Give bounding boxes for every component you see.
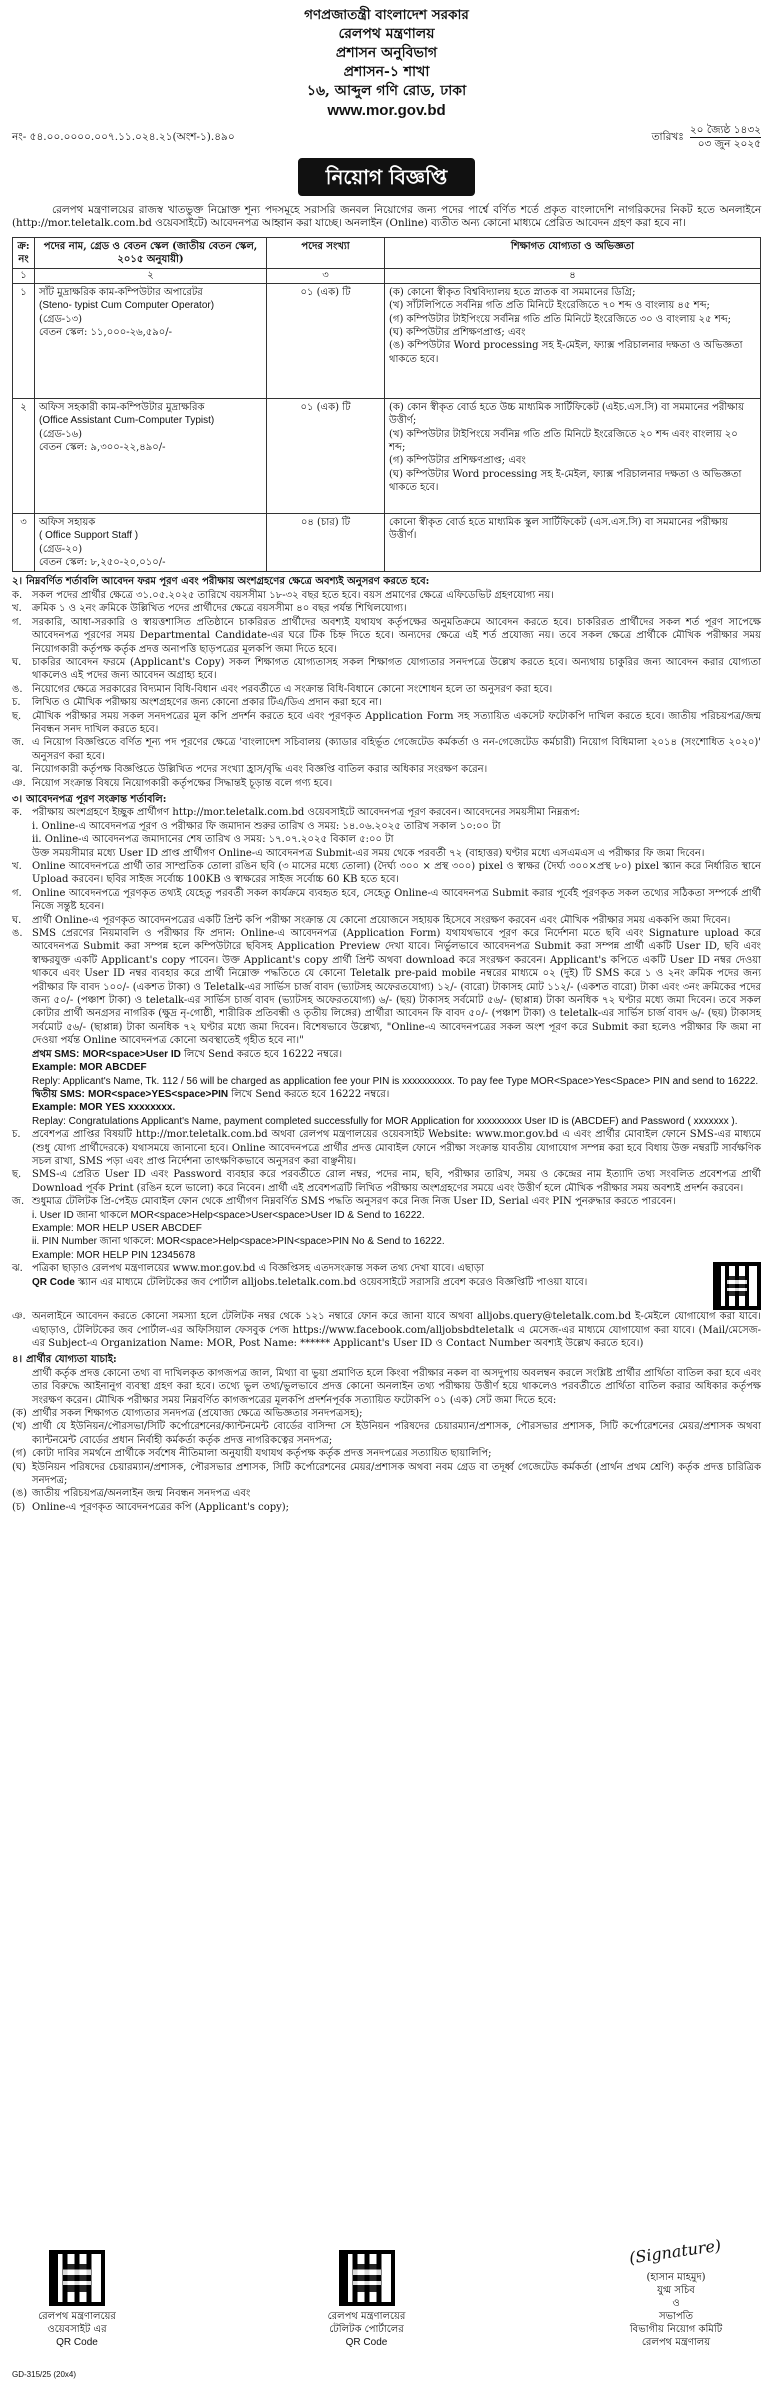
branch-name: প্রশাসন-১ শাখা (343, 64, 430, 80)
signatory-line: বিভাগীয় নিয়োগ কমিটি (629, 2324, 723, 2335)
item-key: ঘ. (12, 914, 22, 926)
item-text: স্ক্যান এর মাধ্যমে টেলিটকের জব পোর্টাল alljobs.teletalk.com.bd ওয়েবসাইটে সরাসরি প্রবেশ করেও বিজ্ঞপ্তিটি পাওয়া যাবে। (77, 1276, 588, 1288)
sms-first (12, 1048, 761, 1061)
post-grade: (গ্রেড-১৩) (39, 313, 83, 325)
signatory-line: সভাপতি (658, 2311, 694, 2322)
item-key: (গ) (12, 1448, 27, 1460)
qualification-line: (ঘ) কম্পিউটার প্রশিক্ষণপ্রাপ্ত; এবং (389, 327, 526, 339)
item-text: অনলাইনে আবেদন করতে কোনো সমস্যা হলে টেলিটক নম্বর থেকে ১২১ নম্বারে ফোন করে জানা যাবে অথবা alljobs.query@teletalk.com.bd ই-মেইলে যোগাযোগ করা যাবে। এছাড়াও, টেলিটকের জব পোর্টাল-এর অফিসিয়াল ফেসবুক পেজ https://www.facebook.com/alljobsbdteletalk এ মেসেজ-এর মাধ্যমে যোগাযোগ করা যাবে। (Mail/মেসেজ-এর Subject-এ Organization Name: MOR, Post Name: ****** Applicant's User ID ও Contact Number অবশ্যই উল্লেখ করতে হবে।) (32, 1311, 761, 1349)
website[interactable]: www.mor.gov.bd (327, 102, 446, 119)
print-code: GD-315/25 (20x4) (12, 2369, 77, 2379)
header (12, 6, 761, 120)
item-key: গ. (12, 616, 22, 628)
row-post (35, 283, 267, 398)
section-number: ৩। (12, 793, 23, 805)
item-text: SMS প্রেরণের নিয়মাবলি ও পরীক্ষার ফি প্রদান: Online-এ আবেদনপত্র (Application Form) যথাযথভাবে পূরণ করে নির্দেশনা মতে ছবি এবং Signature upload করে আবেদনপত্র Submit করা সম্পন্ন হলে কম্পিউটারে ছবিসহ Application Preview দেখা যাবে। নির্ভুলভাবে আবেদনপত্র Submit করা সম্পন্ন প্রার্থী একটি User ID, ছবি এবং স্বাক্ষরযুক্ত একটি Applicant's copy পাবেন। উক্ত Applicant's copy প্রার্থী প্রিন্ট অথবা download করে সংরক্ষণ করবেন। Applicant's কপিতে একটি User ID নম্বর দেওয়া থাকবে এবং User ID নম্বর ব্যবহার করে প্রার্থী নিম্নোক্ত পদ্ধতিতে যে কোনো Teletalk pre-paid mobile নম্বরের মাধ্যমে ০২ (দুই) টি SMS করে ১ ও ২নং ক্রমিক পদের জন্য পরীক্ষার ফি বাবদ ১০০/- (একশত টাকা) ও Teletalk-এর সার্ভিস চার্জ বাবদ (ভ্যাটসহ অফেরতযোগ্য) ১২/- (বারো) টাকাসহ মোট ১১২/- (একশত বারো) টাকা এবং ৩নং ক্রমিকের পদের জন্য ৫০/- (পঞ্চাশ টাকা) ও teletalk-এর সার্ভিস চার্জ বাবদ (ভ্যাটসহ অফেরতযোগ্য) ৬/- (ছয়) টাকাসহ সর্বমোট ৫৬/- (ছাপ্পান্ন) টাকা অনধিক ৭২ ঘণ্টার মধ্যে জমা দিবেন। তবে সকল কোটার প্রার্থী অনগ্রসর নাগরিক (ক্ষুদ্র নৃ-গোষ্ঠী, শারীরিক প্রতিবন্ধী ও তৃতীয় লিঙ্গের) প্রার্থীরা আবেদন ফি বাবদ ৫০/- (পঞ্চাশ টাকা) ও teletalk-এর সার্ভিস চার্জ বাবদ ৬/- (ছয়) টাকাসহ সর্বমোট ৫৬/- (ছাপ্পান্ন) টাকা অনধিক ৭২ ঘণ্টার মধ্যে জমা দিবেন। বিশেষভাবে উল্লেখ্য, "Online-এ আবেদনপত্রের সকল অংশ পূরণ করে Submit করা হলেও পরীক্ষার ফি জমা না দেওয়া পর্যন্ত Online আবেদনপত্র কোনো অবস্থাতেই গৃহীত হবে না।" (32, 928, 761, 1047)
qr-code-icon[interactable] (49, 2250, 105, 2306)
date-english: ০৩ জুন ২০২৫ (697, 138, 761, 151)
item-key: ঝ. (12, 764, 23, 776)
qr-code-icon[interactable] (339, 2250, 395, 2306)
memo-row (12, 124, 761, 152)
item-key: ঙ. (12, 683, 23, 695)
qr-label: QR Code (32, 1276, 75, 1288)
item-text: শুধুমাত্র টেলিটক প্রি-পেইড মোবাইল ফোন থেকে প্রার্থীগণ নিম্নবর্ণিত SMS পদ্ধতি অনুসরণ করে নিজ নিজ User ID, Serial এবং PIN পুনরুদ্ধার করতে পারবেন। (32, 1196, 676, 1208)
post-scale: বেতন স্কেল: ৮,২৫০-২০,০১০/- (39, 557, 166, 569)
table-row (13, 398, 761, 513)
post-name-en: (Office Assistant Cum-Computer Typist) (39, 415, 215, 427)
item-text: Online-এ পূরণকৃত আবেদনপত্রের কপি (Applicant's copy); (32, 1501, 290, 1513)
sms-code: MOR<space>User ID (82, 1048, 181, 1060)
item-key: ঝ. (12, 1263, 23, 1275)
item-key: (ঘ) (12, 1461, 26, 1473)
post-name: সাঁট মুদ্রাক্ষরিক কাম-কম্পিউটার অপারেটর (39, 286, 203, 298)
item-text: প্রার্থীর সকল শিক্ষাগত যোগ্যতার সনদপত্র (প্রযোজ্য ক্ষেত্রে অভিজ্ঞতার সনদপত্রসহ); (32, 1408, 363, 1420)
footer (12, 2235, 761, 2349)
sms-code: MOR<space>YES<space>PIN (88, 1088, 229, 1100)
section-title: প্রার্থীর যোগ্যতা যাচাই: (26, 1354, 117, 1366)
website-qr-block (12, 2250, 142, 2349)
section-title: নিম্নবর্ণিত শর্তাবলি আবেদন ফরম পূরণ এবং পরীক্ষায় অংশগ্রহণের ক্ষেত্রে অবশ্যই অনুসরণ করতে হবে: (26, 576, 430, 588)
address: ১৬, আব্দুল গণি রোড, ঢাকা (306, 83, 467, 99)
item-key: ছ. (12, 1169, 22, 1181)
item-text: মৌখিক পরীক্ষার সময় সকল সনদপত্রের মূল কপি প্রদর্শন করতে হবে এবং পূরণকৃত Application Form সহ সত্যায়িত একসেট ফটোকপি দাখিল করতে হবে। জাতীয় পরিচয়পত্র/জন্ম নিবন্ধন সনদ দাখিল করতে হবে। (32, 710, 761, 735)
sms-label: প্রথম SMS: (32, 1048, 80, 1060)
item-text: প্রার্থী যে ইউনিয়ন/পৌরসভা/সিটি কর্পোরেশনের/ক্যান্টনমেন্ট বোর্ডের বাসিন্দা সে ইউনিয়ন পরিষদের চেয়ারম্যান/প্রশাসক, পৌরসভার প্রশাসক, সিটি কর্পোরেশনের মেয়র/প্রশাসক অথবা ক্যান্টনমেন্ট বোর্ডের প্রধান নির্বাহী কর্মকর্তা কর্তৃক প্রদত্ত নাগরিকত্বের সনদপত্র; (32, 1421, 761, 1446)
row-qualification (385, 283, 761, 398)
sms-tail: লিখে Send করতে হবে 16222 নম্বরে। (231, 1088, 390, 1100)
post-scale: বেতন স্কেল: ৯,৩০০-২২,৪৯০/- (39, 442, 166, 454)
signatory-line: যুগ্ম সচিব (657, 2285, 695, 2296)
qr-caption: টেলিটক পোর্টালের (329, 2324, 404, 2335)
item-key: ঞ. (12, 777, 26, 789)
sms-second (12, 1088, 761, 1101)
item-key: (ঙ) (12, 1488, 28, 1500)
item-text: পরীক্ষায় অংশগ্রহণে ইচ্ছুক প্রার্থীগণ http://mor.teletalk.com.bd ওয়েবসাইটে আবেদনপত্র পূরণ করবেন। আবেদনের সময়সীমা নিম্নরূপ: (32, 807, 580, 819)
qr-caption: রেলপথ মন্ত্রণালয়ের (38, 2311, 116, 2322)
qualification-line: (গ) কম্পিউটার টাইপিংয়ে সর্বনিম্ন গতি প্রতি মিনিটে ইংরেজিতে ৩০ ও বাংলায় ২৫ শব্দ; (389, 313, 732, 325)
sms-reply: Reply: Applicant's Name, Tk. 112 / 56 will be charged as application fee your PIN is xxxxxxxxxx. To pay fee Type MOR<Space>Yes<Space> PIN and send to 16222. (32, 1075, 759, 1087)
ministry-name: রেলপথ মন্ত্রণালয় (338, 26, 435, 42)
item-text: সকল পদের প্রার্থীর ক্ষেত্রে ৩১.০৫.২০২৫ তারিখে বয়সসীমা ১৮-৩২ বছর হতে হবে। বয়স প্রমাণের ক্ষেত্রে এফিডেভিট গ্রহণযোগ্য নয়। (32, 589, 554, 601)
page-title: নিয়োগ বিজ্ঞপ্তি (298, 158, 476, 196)
item-text: সরকারি, আধা-সরকারি ও স্বায়ত্তশাসিত প্রতিষ্ঠানে চাকরিরত প্রার্থীদের অবশ্যই যথাযথ কর্তৃপক্ষের অনুমতিক্রমে আবেদন করতে হবে। চাকরিরত প্রার্থীদের সকল শর্ত পূরণ সাপেক্ষে আবেদনপত্র পূরণের সময় Departmental Candidate-এর ঘরে টিক চিহ্ন দিতে হবে। অন্যদের ক্ষেত্রে এই শর্ত প্রযোজ্য নয়। তবে সকল ক্ষেত্রে প্রার্থীকে মৌখিক পরীক্ষার সময় নিয়োগকারী কর্তৃপক্ষ কর্তৃক প্রদত্ত অনাপত্তি ছাড়পত্রের মূলকপি জমা দিতে হবে। (32, 616, 761, 655)
row-sl: ৩ (13, 513, 35, 572)
qualification-line: (ঙ) কম্পিউটার Word processing সহ ই-মেইল, ফ্যাক্স পরিচালনার দক্ষতা ও অভিজ্ঞতা থাকতে হবে। (389, 340, 743, 365)
item-key: ঞ. (12, 1311, 26, 1323)
table-header-row (13, 237, 761, 269)
qr-caption: QR Code (345, 2337, 388, 2348)
qr-caption: রেলপথ মন্ত্রণালয়ের (327, 2311, 406, 2322)
item-text: কোটা দাবির সমর্থনে প্রার্থীকে সর্বশেষ নীতিমালা অনুযায়ী যথাযথ কর্তৃপক্ষ কর্তৃক প্রদত্ত সনদপত্রের সত্যায়িত ছায়ালিপি; (32, 1448, 492, 1460)
item-key: গ. (12, 887, 22, 899)
signature-block (591, 2235, 761, 2349)
qualification-line: (ঘ) কম্পিউটার Word processing সহ ই-মেইল, ফ্যাক্স পরিচালনার দক্ষতা ও অভিজ্ঞতা থাকতে হবে। (389, 468, 742, 494)
qualification-line: (খ) সাঁটলিপিতে সর্বনিম্ন গতি প্রতি মিনিটে ইংরেজিতে ৭০ শব্দ ও বাংলায় ৪৫ শব্দ; (389, 300, 710, 312)
row-qualification (385, 513, 761, 572)
post-name: অফিস সহকারী কাম-কম্পিউটার মুদ্রাক্ষরিক (39, 401, 205, 413)
qualification-line: কোনো স্বীকৃত বোর্ড হতে মাধ্যমিক স্কুল সার্টিফিকেট (এস.এস.সি) বা সমমানের পরীক্ষায় উত্তীর্ণ। (389, 516, 728, 542)
section-number: ২। (12, 576, 23, 588)
item-text: জাতীয় পরিচয়পত্র/অনলাইন জন্ম নিবন্ধন সনদপত্র এবং (32, 1488, 251, 1500)
vacancy-table (12, 237, 761, 573)
post-grade: (গ্রেড-২০) (39, 543, 83, 555)
sms-label: দ্বিতীয় SMS: (32, 1088, 85, 1100)
item-key: খ. (12, 603, 22, 615)
recovery-line: ii. PIN Number জানা থাকলে: MOR<space>Help<space>PIN<space>PIN No & Send to 16222. (32, 1236, 445, 1248)
col-number: ৪ (385, 269, 761, 283)
memo-number: নং- ৫৪.০০.০০০০.০০৭.১১.০২৪.২১(অংশ-১).৪৯০ (12, 131, 235, 144)
item-text: ইউনিয়ন পরিষদের চেয়ারম্যান/প্রশাসক, পৌরসভার প্রশাসক, সিটি কর্পোরেশনের মেয়র/প্রশাসক অথবা নবম গ্রেড বা তদূর্ধ্ব গেজেটেড কর্মকর্তা (প্রার্থন প্রথম শ্রেণি) কর্তৃক প্রদত্ত চারিত্রিক সনদপত্র; (32, 1461, 761, 1487)
section-conditions (12, 575, 761, 790)
row-count: ০১ (এক) টি (267, 283, 385, 398)
table-row (13, 283, 761, 398)
col-number: ৩ (267, 269, 385, 283)
item-text: পত্রিকা ছাড়াও রেলপথ মন্ত্রণালয়ের www.mor.gov.bd এ বিজ্ঞপ্তিসহ এতদসংক্রান্ত সকল তথ্য দেখা যাবে। এছাড়া (32, 1263, 484, 1275)
qualification-line: (ক) কোনো স্বীকৃত বিশ্ববিদ্যালয় হতে স্নাতক বা সমমানের ডিগ্রি; (389, 286, 636, 298)
section-verification (12, 1353, 761, 1514)
signatory-line: ও (672, 2298, 680, 2309)
item-key: ঙ. (12, 928, 23, 940)
qr-caption: ওয়েবসাইট এর (47, 2324, 107, 2335)
section-application (12, 793, 761, 1350)
item-key: খ. (12, 861, 22, 872)
item-key: জ. (12, 1196, 25, 1208)
signatory-name: (হাসান মাহমুদ) (646, 2272, 706, 2283)
section-number: ৪। (12, 1354, 23, 1366)
qr-note (12, 1262, 761, 1310)
item-text: এ নিয়োগ বিজ্ঞপ্তিতে বর্ণিত শূন্য পদ পূরণের ক্ষেত্রে 'বাংলাদেশ সচিবালয় (ক্যাডার বহির্ভূত গেজেটেড কর্মকর্তা ও নন-গেজেটেড কর্মচারী) নিয়োগ বিধিমালা ২০১৪ (সংশোধিত ২০২০)' অনুসরণ করা হবে। (32, 737, 761, 762)
item-key: ক. (12, 807, 23, 819)
post-grade: (গ্রেড-১৬) (39, 428, 83, 440)
item-text: ক্রমিক ১ ও ২নং ক্রমিকে উল্লিখিত পদের প্রার্থীদের ক্ষেত্রে বয়সসীমা ৪০ বছর পর্যন্ত শিথিলযোগ্য। (32, 603, 407, 615)
item-text: প্রবেশপত্র প্রাপ্তির বিষয়টি http://mor.teletalk.com.bd অথবা রেলপথ মন্ত্রণালয়ের ওয়েবসাইট Website: www.mor.gov.bd এ এবং প্রার্থীর মোবাইল ফোনে SMS-এর মাধ্যমে (শুধু যোগ্য প্রার্থীদেরকে) যথাসময়ে জানানো হবে। Online আবেদনপত্রে প্রার্থীর প্রদত্ত মোবাইল ফোনে পরীক্ষা সংক্রান্ত যাবতীয় যোগাযোগ সম্পন্ন করা হবে বিধায় উক্ত নম্বরটি সার্বক্ষণিক সচল রাখা, SMS পড়া এবং প্রাপ্ত নির্দেশনা তাৎক্ষণিকভাবে অনুসরণ করা বাঞ্ছনীয়। (32, 1129, 761, 1167)
col-header-qualification: শিক্ষাগত যোগ্যতা ও অভিজ্ঞতা (385, 237, 761, 269)
row-count: ০১ (এক) টি (267, 398, 385, 513)
qualification-line: (ক) কোন স্বীকৃত বোর্ড হতে উচ্চ মাধ্যমিক সার্টিফিকেট (এইচ.এস.সি) বা সমমানের পরীক্ষায় উত্তীর্ণ; (389, 401, 745, 427)
qr-caption: QR Code (56, 2337, 98, 2348)
item-key: জ. (12, 737, 25, 749)
row-sl: ১ (13, 283, 35, 398)
row-post (35, 398, 267, 513)
date-label: তারিখঃ (651, 131, 684, 144)
table-row (13, 513, 761, 572)
qualification-line: (খ) কম্পিউটার টাইপিংয়ে সর্বনিম্ন গতি প্রতি মিনিটে ইংরেজিতে ২০ শব্দ এবং বাংলায় ২০ শব্দ; (389, 428, 738, 454)
item-text: চাকরির আবেদন ফরমে (Applicant's Copy) সকল শিক্ষাগত যোগ্যতাসহ সকল শিক্ষাগত যোগ্যতার সনদপত্রে উল্লেখ করতে হবে। অন্যথায় চাকুরির জন্য আবেদন করার যোগ্যতা থাকলেও এই পদের জন্য আবেদন অগ্রাহ্য হবে। (32, 656, 761, 682)
item-text: প্রার্থী Online-এ পূরণকৃত আবেদনপত্রের একটি প্রিন্ট কপি পরীক্ষা সংক্রান্ত যে কোনো প্রয়োজনে সহায়ক হিসেবে সংরক্ষণ করবেন এবং মৌখিক পরীক্ষার সময় এককপি জমা দিবেন। (32, 914, 731, 926)
item-text: লিখিত ও মৌখিক পরীক্ষায় অংশগ্রহণের জন্য কোনো প্রকার টিএ/ডিএ প্রদান করা হবে না। (32, 697, 382, 709)
teletalk-qr-block (302, 2250, 432, 2349)
col-header-sl: ক্র: নং (13, 237, 35, 269)
verification-text: প্রার্থী কর্তৃক প্রদত্ত কোনো তথ্য বা দাখিলকৃত কাগজপত্র জাল, মিথ্যা বা ভুয়া প্রমাণিত হলে কিংবা পরীক্ষার নকল বা অসদুপায় অবলম্বন করলে সংশ্লিষ্ট প্রার্থীর প্রার্থিতা বাতিল করা হবে এবং তার বিরুদ্ধে আইনানুগ ব্যবস্থা গ্রহণ করা হবে। তথ্যে ভুল তথ্য/ভুলভাবে প্রদত্ত কোনো অনলাইন তথ্য পরীক্ষায় উত্তীর্ণ হয়ে থাকলেও পরবর্তীতে প্রার্থিতা বাতিল করার অধিকার কর্তৃপক্ষ সংরক্ষণ করেন। মৌখিক পরীক্ষার সময় নিম্নবর্ণিত কাগজপত্রের মূলকপি প্রদর্শনপূর্বক সত্যায়িত ফটোকপি ০১ (এক) সেট জমা দিতে হবে: (32, 1367, 761, 1406)
recovery-line: Example: MOR HELP USER ABCDEF (32, 1222, 202, 1234)
post-name-en: (Steno- typist Cum Computer Operator) (39, 300, 215, 312)
item-text: নিয়োগের ক্ষেত্রে সরকারের বিদ্যমান বিধি-বিধান এবং পরবর্তীতে এ সংক্রান্ত বিধি-বিধানে কোনো সংশোধন হলে তা অনুসরণ করা হবে। (32, 683, 553, 695)
item-text: নিয়োগ সংক্রান্ত বিষয়ে নিয়োগকারী কর্তৃপক্ষের সিদ্ধান্তই চূড়ান্ত বলে গণ্য হবে। (32, 777, 333, 789)
gov-name: গণপ্রজাতন্ত্রী বাংলাদেশ সরকার (304, 7, 469, 23)
item-key: ছ. (12, 710, 22, 722)
item-key: (ক) (12, 1408, 27, 1420)
intro-paragraph: রেলপথ মন্ত্রণালয়ের রাজস্ব খাতভুক্ত নিম্নোক্ত শূন্য পদসমূহে সরাসরি জনবল নিয়োগের জন্য পদের পার্শ্বে বর্ণিত শর্তে প্রকৃত বাংলাদেশি নাগরিকদের নিকট হতে অনলাইনে (http://mor.teletalk.com.bd ওয়েবসাইটে) আবেদনপত্র আহ্বান করা যাচ্ছে। অনলাইন (Online) ব্যতীত অন্য কোনো মাধ্যমে প্রেরিত আবেদন গ্রহণ করা হবে না। (12, 203, 761, 230)
date-bangla: ২০ জ্যৈষ্ঠ ১৪৩২ (690, 124, 761, 138)
sms-example: Example: MOR ABCDEF (32, 1062, 147, 1074)
post-name: অফিস সহায়ক (39, 516, 96, 528)
post-scale: বেতন স্কেল: ১১,০০০-২৬,৫৯০/- (39, 327, 172, 339)
row-qualification (385, 398, 761, 513)
item-text: Online আবেদনপত্রে পূরণকৃত তথ্যই যেহেতু পরবর্তী সকল কার্যক্রমে ব্যবহৃত হবে, সেহেতু Online-এ আবেদনপত্র Submit করার পূর্বেই পূরণকৃত সকল তথ্যের সঠিকতা সম্পর্কে প্রার্থী নিজে সন্তুষ্ট হবেন। (32, 887, 761, 913)
division-name: প্রশাসন অনুবিভাগ (335, 45, 438, 61)
section-title: আবেদনপত্র পূরণ সংক্রান্ত শর্তাবলি: (26, 793, 167, 805)
col-number: ২ (35, 269, 267, 283)
row-post (35, 513, 267, 572)
item-key: চ. (12, 697, 21, 709)
item-text: Online আবেদনপত্রে প্রার্থী তার সাম্প্রতিক তোলা রঙিন ছবি (৩ মাসের মধ্যে তোলা) (দৈর্ঘ্য ৩০০ × প্রস্থ ৩০০) pixel ও স্বাক্ষর (দৈর্ঘ্য ৩০০×প্রস্থ ৮০) pixel স্ক্যান করে নির্ধারিত স্থানে Upload করবেন। ছবির সাইজ সর্বোচ্চ 100KB ও স্বাক্ষরের সাইজ সর্বোচ্চ 60 KB হতে হবে। (32, 861, 761, 886)
item-key: (চ) (12, 1501, 26, 1513)
post-name-en: ( Office Support Staff ) (39, 530, 139, 542)
col-header-post: পদের নাম, গ্রেড ও বেতন স্কেল (জাতীয় বেতন স্কেল, ২০১৫ অনুযায়ী) (35, 237, 267, 269)
sms-tail: লিখে Send করতে হবে 16222 নম্বরে। (184, 1048, 343, 1060)
item-key: চ. (12, 1129, 21, 1141)
date-box (652, 124, 761, 152)
row-sl: ২ (13, 398, 35, 513)
qr-code-icon[interactable] (713, 1262, 761, 1310)
sms-reply: Replay: Congratulations Applicant's Name, payment completed successfully for MOR Application for xxxxxxxxx User ID is (ABCDEF) and Password ( xxxxxxx ). (32, 1115, 738, 1127)
schedule-note: উক্ত সময়সীমার মধ্যে User ID প্রাপ্ত প্রার্থীগণ Online-এ আবেদনপত্র Submit-এর সময় থেকে পরবর্তী ৭২ (বাহাত্তর) ঘণ্টার মধ্যে এসএমএস এ পরীক্ষার ফি জমা দিবেন। (32, 847, 705, 859)
qualification-line: (গ) কম্পিউটার প্রশিক্ষণপ্রাপ্ত; এবং (389, 455, 526, 467)
schedule-line: ii. Online-এ আবেদনপত্র জমাদানের শেষ তারিখ ও সময়: ১৭.০৭.২০২৫ বিকাল ৫:০০ টা (32, 834, 394, 846)
signature-mark: (Signature) (627, 2235, 723, 2268)
row-count: ০৪ (চার) টি (267, 513, 385, 572)
item-key: ক. (12, 589, 23, 601)
col-header-count: পদের সংখ্যা (267, 237, 385, 269)
item-key: (খ) (12, 1421, 27, 1433)
item-key: ঘ. (12, 656, 22, 668)
schedule-line: i. Online-এ আবেদনপত্র পূরণ ও পরীক্ষার ফি জমাদান শুরুর তারিখ ও সময়: ১৪.০৬.২০২৫ তারিখ সকাল ১০:০০ টা (32, 820, 501, 832)
sms-example: Example: MOR YES xxxxxxxx. (32, 1102, 176, 1114)
item-text: নিয়োগকারী কর্তৃপক্ষ বিজ্ঞপ্তিতে উল্লিখিত পদের সংখ্যা হ্রাস/বৃদ্ধি এবং বিজ্ঞপ্তি বাতিল করার অধিকার সংরক্ষণ করেন। (32, 764, 488, 776)
signatory-line: রেলপথ মন্ত্রণালয় (641, 2337, 711, 2348)
recovery-line: Example: MOR HELP PIN 12345678 (32, 1249, 196, 1261)
column-number-row (13, 269, 761, 283)
item-text: SMS-এ প্রেরিত User ID এবং Password ব্যবহার করে পরবর্তীতে রোল নম্বর, পদের নাম, ছবি, পরীক্ষার তারিখ, সময় ও কেন্দ্রের নাম ইত্যাদি তথ্য সংবলিত প্রবেশপত্র প্রার্থী Download পূর্বক Print (রঙিন হলে ভালো) করে নিবেন। প্রার্থী এই প্রবেশপত্রটি লিখিত পরীক্ষায় অংশগ্রহণের সময়ে এবং উত্তীর্ণ হলে মৌখিক পরীক্ষার সময় অবশ্যই প্রদর্শন করবেন। (32, 1169, 761, 1194)
recovery-line: i. User ID জানা থাকলে MOR<space>Help<space>User<space>User ID & Send to 16222. (32, 1209, 425, 1221)
col-number: ১ (13, 269, 35, 283)
